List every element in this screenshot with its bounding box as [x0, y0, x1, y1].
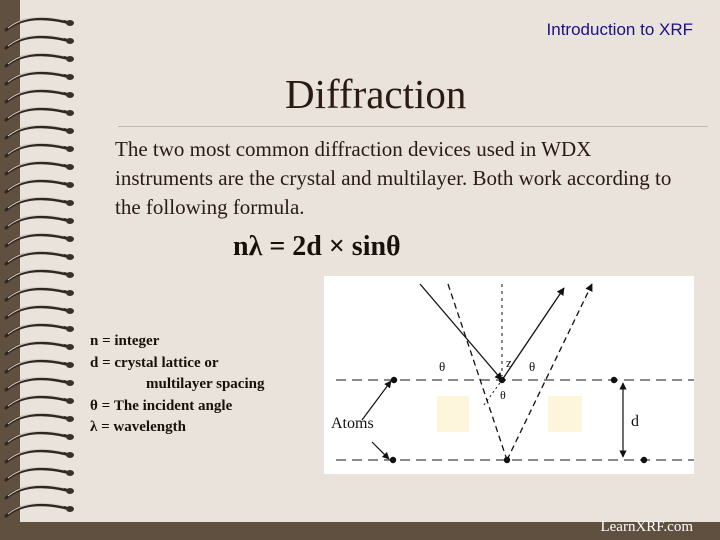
legend-line: θ = The incident angle [90, 397, 233, 414]
legend-line: multilayer spacing [146, 376, 265, 392]
spiral-binding [0, 0, 95, 540]
theta-label-incident: θ [439, 359, 446, 374]
legend-line: λ = wavelength [90, 419, 186, 435]
bragg-formula: nλ = 2d × sinθ [233, 231, 401, 262]
theta-label-inner: θ [500, 388, 506, 402]
incident-ray-upper [420, 284, 502, 380]
atom-dots [390, 377, 647, 463]
atoms-pointer-bottom [372, 442, 389, 459]
atom-dot [391, 377, 397, 383]
theta-label-reflected: θ [529, 359, 536, 374]
title-divider [118, 126, 708, 127]
atom-dot [499, 377, 505, 383]
legend-line: d = crystal lattice or [90, 354, 219, 371]
incident-ray-lower [448, 284, 507, 460]
crystal-block-right [548, 396, 582, 432]
page-title: Diffraction [285, 71, 467, 117]
intro-paragraph: The two most common diffraction devices used in WDX instruments are the crystal and multilayer. Both work according to the following formula. [115, 137, 672, 219]
footer-site: LearnXRF.com [600, 519, 693, 535]
atom-dot [641, 457, 647, 463]
legend-line: n = integer [90, 333, 160, 349]
atom-dot [611, 377, 617, 383]
atoms-label: Atoms [331, 415, 374, 432]
spacing-label: d [631, 413, 639, 430]
atom-dot [504, 457, 510, 463]
z-label: z [506, 355, 512, 370]
diffraction-diagram [324, 276, 694, 474]
section-label: Introduction to XRF [546, 20, 693, 39]
crystal-block-left [437, 396, 469, 432]
formula-legend [90, 331, 264, 439]
atom-dot [390, 457, 396, 463]
